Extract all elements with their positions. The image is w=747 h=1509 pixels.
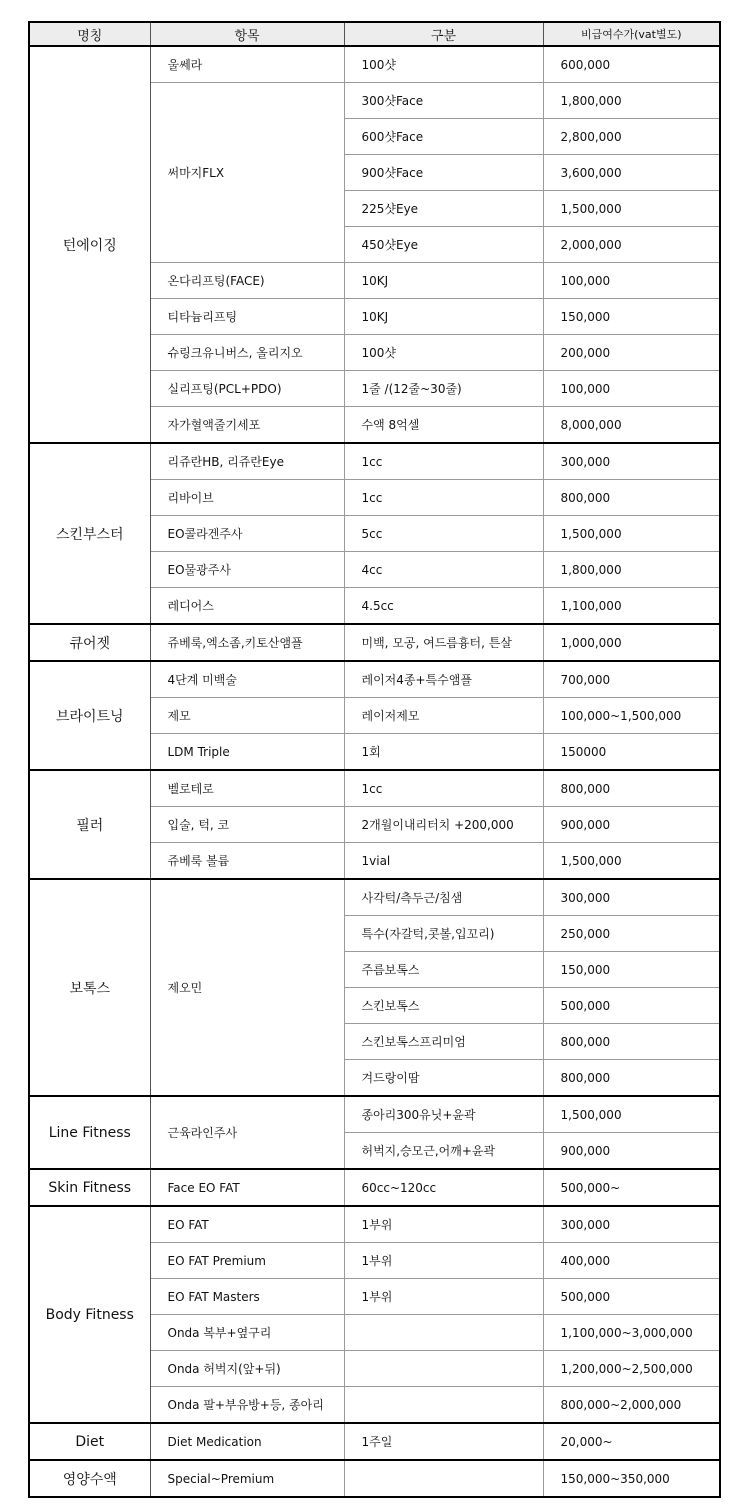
category-cell: 필러 bbox=[29, 770, 150, 879]
item-cell: Special~Premium bbox=[150, 1460, 344, 1497]
type-cell: 수액 8억셀 bbox=[344, 407, 543, 444]
item-cell: 입술, 턱, 코 bbox=[150, 807, 344, 843]
item-cell: 벨로테로 bbox=[150, 770, 344, 807]
item-cell: LDM Triple bbox=[150, 734, 344, 771]
type-cell bbox=[344, 1460, 543, 1497]
type-cell: 5cc bbox=[344, 516, 543, 552]
price-cell: 800,000 bbox=[543, 770, 720, 807]
item-cell: Face EO FAT bbox=[150, 1169, 344, 1206]
type-cell: 4cc bbox=[344, 552, 543, 588]
header-name: 명칭 bbox=[29, 22, 150, 46]
table-row bbox=[29, 1206, 720, 1243]
type-cell: 450샷Eye bbox=[344, 227, 543, 263]
price-cell: 3,600,000 bbox=[543, 155, 720, 191]
price-cell: 150,000 bbox=[543, 299, 720, 335]
table-row bbox=[29, 1096, 720, 1133]
item-cell: EO FAT Premium bbox=[150, 1243, 344, 1279]
price-cell: 600,000 bbox=[543, 46, 720, 83]
price-cell: 8,000,000 bbox=[543, 407, 720, 444]
price-cell: 150,000~350,000 bbox=[543, 1460, 720, 1497]
category-cell: 보톡스 bbox=[29, 879, 150, 1096]
price-cell: 1,500,000 bbox=[543, 191, 720, 227]
type-cell: 1cc bbox=[344, 480, 543, 516]
type-cell: 1vial bbox=[344, 843, 543, 880]
price-cell: 900,000 bbox=[543, 807, 720, 843]
price-cell: 2,800,000 bbox=[543, 119, 720, 155]
type-cell: 1cc bbox=[344, 443, 543, 480]
price-cell: 300,000 bbox=[543, 443, 720, 480]
price-cell: 1,100,000~3,000,000 bbox=[543, 1315, 720, 1351]
item-cell: 4단계 미백술 bbox=[150, 661, 344, 698]
table-row bbox=[29, 624, 720, 661]
type-cell: 100샷 bbox=[344, 335, 543, 371]
price-cell: 300,000 bbox=[543, 879, 720, 916]
header-item: 항목 bbox=[150, 22, 344, 46]
type-cell: 레이저제모 bbox=[344, 698, 543, 734]
item-cell: 근육라인주사 bbox=[150, 1096, 344, 1169]
price-cell: 20,000~ bbox=[543, 1423, 720, 1460]
price-cell: 700,000 bbox=[543, 661, 720, 698]
type-cell: 겨드랑이땀 bbox=[344, 1060, 543, 1097]
type-cell: 1cc bbox=[344, 770, 543, 807]
type-cell: 종아리300유닛+윤곽 bbox=[344, 1096, 543, 1133]
type-cell: 1주일 bbox=[344, 1423, 543, 1460]
price-cell: 1,500,000 bbox=[543, 1096, 720, 1133]
price-cell: 150,000 bbox=[543, 952, 720, 988]
item-cell: 리바이브 bbox=[150, 480, 344, 516]
header-type: 구분 bbox=[344, 22, 543, 46]
category-cell: 스킨부스터 bbox=[29, 443, 150, 624]
item-cell: Diet Medication bbox=[150, 1423, 344, 1460]
type-cell: 허벅지,승모근,어깨+윤곽 bbox=[344, 1133, 543, 1170]
table-row bbox=[29, 46, 720, 83]
category-cell: 큐어젯 bbox=[29, 624, 150, 661]
type-cell: 레이저4종+특수앰플 bbox=[344, 661, 543, 698]
header-row bbox=[29, 22, 720, 46]
item-cell: 슈링크유니버스, 올리지오 bbox=[150, 335, 344, 371]
item-cell: Onda 복부+옆구리 bbox=[150, 1315, 344, 1351]
type-cell: 미백, 모공, 여드름흉터, 튼살 bbox=[344, 624, 543, 661]
type-cell: 600샷Face bbox=[344, 119, 543, 155]
price-cell: 400,000 bbox=[543, 1243, 720, 1279]
item-cell: 리쥬란HB, 리쥬란Eye bbox=[150, 443, 344, 480]
item-cell: Onda 팔+부유방+등, 종아리 bbox=[150, 1387, 344, 1424]
type-cell: 60cc~120cc bbox=[344, 1169, 543, 1206]
type-cell: 주름보톡스 bbox=[344, 952, 543, 988]
table-body bbox=[29, 46, 720, 1497]
price-cell: 800,000 bbox=[543, 1060, 720, 1097]
type-cell: 2개월이내리터치 +200,000 bbox=[344, 807, 543, 843]
type-cell bbox=[344, 1387, 543, 1424]
item-cell: Onda 허벅지(앞+뒤) bbox=[150, 1351, 344, 1387]
price-cell: 250,000 bbox=[543, 916, 720, 952]
price-cell: 1,000,000 bbox=[543, 624, 720, 661]
category-cell: Line Fitness bbox=[29, 1096, 150, 1169]
item-cell: EO FAT Masters bbox=[150, 1279, 344, 1315]
price-cell: 500,000~ bbox=[543, 1169, 720, 1206]
price-cell: 2,000,000 bbox=[543, 227, 720, 263]
price-cell: 1,800,000 bbox=[543, 83, 720, 119]
table-row bbox=[29, 1169, 720, 1206]
header-price: 비급여수가(vat별도) bbox=[543, 22, 720, 46]
item-cell: 쥬베룩,엑소좀,키토산앰플 bbox=[150, 624, 344, 661]
table-row bbox=[29, 879, 720, 916]
category-cell: 영양수액 bbox=[29, 1460, 150, 1497]
type-cell: 사각턱/측두근/침샘 bbox=[344, 879, 543, 916]
item-cell: EO FAT bbox=[150, 1206, 344, 1243]
type-cell: 225샷Eye bbox=[344, 191, 543, 227]
price-cell: 200,000 bbox=[543, 335, 720, 371]
item-cell: 레디어스 bbox=[150, 588, 344, 625]
price-table bbox=[28, 21, 721, 1498]
type-cell: 1부위 bbox=[344, 1279, 543, 1315]
type-cell: 10KJ bbox=[344, 263, 543, 299]
price-cell: 800,000 bbox=[543, 1024, 720, 1060]
item-cell: 실리프팅(PCL+PDO) bbox=[150, 371, 344, 407]
type-cell bbox=[344, 1315, 543, 1351]
price-cell: 1,100,000 bbox=[543, 588, 720, 625]
item-cell: 자가혈액줄기세포 bbox=[150, 407, 344, 444]
type-cell: 10KJ bbox=[344, 299, 543, 335]
type-cell: 1줄 /(12줄~30줄) bbox=[344, 371, 543, 407]
type-cell: 300샷Face bbox=[344, 83, 543, 119]
category-cell: 턴에이징 bbox=[29, 46, 150, 443]
category-cell: 브라이트닝 bbox=[29, 661, 150, 770]
item-cell: 온다리프팅(FACE) bbox=[150, 263, 344, 299]
item-cell: 쥬베룩 볼륨 bbox=[150, 843, 344, 880]
item-cell: EO콜라겐주사 bbox=[150, 516, 344, 552]
type-cell: 1회 bbox=[344, 734, 543, 771]
price-cell: 1,500,000 bbox=[543, 516, 720, 552]
price-cell: 1,800,000 bbox=[543, 552, 720, 588]
price-cell: 800,000 bbox=[543, 480, 720, 516]
category-cell: Diet bbox=[29, 1423, 150, 1460]
category-cell: Body Fitness bbox=[29, 1206, 150, 1423]
price-cell: 150000 bbox=[543, 734, 720, 771]
item-cell: 울쎄라 bbox=[150, 46, 344, 83]
type-cell: 1부위 bbox=[344, 1243, 543, 1279]
type-cell: 900샷Face bbox=[344, 155, 543, 191]
item-cell: 티타늄리프팅 bbox=[150, 299, 344, 335]
price-cell: 500,000 bbox=[543, 988, 720, 1024]
type-cell bbox=[344, 1351, 543, 1387]
price-cell: 1,200,000~2,500,000 bbox=[543, 1351, 720, 1387]
type-cell: 스킨보톡스 bbox=[344, 988, 543, 1024]
price-cell: 800,000~2,000,000 bbox=[543, 1387, 720, 1424]
type-cell: 100샷 bbox=[344, 46, 543, 83]
table-header bbox=[29, 22, 720, 46]
type-cell: 특수(자갈턱,콧볼,입꼬리) bbox=[344, 916, 543, 952]
item-cell: 제오민 bbox=[150, 879, 344, 1096]
type-cell: 스킨보톡스프리미엄 bbox=[344, 1024, 543, 1060]
price-cell: 900,000 bbox=[543, 1133, 720, 1170]
price-cell: 1,500,000 bbox=[543, 843, 720, 880]
table-row bbox=[29, 443, 720, 480]
item-cell: 제모 bbox=[150, 698, 344, 734]
price-cell: 100,000~1,500,000 bbox=[543, 698, 720, 734]
item-cell: EO물광주사 bbox=[150, 552, 344, 588]
type-cell: 4.5cc bbox=[344, 588, 543, 625]
table-row bbox=[29, 770, 720, 807]
item-cell: 써마지FLX bbox=[150, 83, 344, 263]
price-cell: 100,000 bbox=[543, 371, 720, 407]
table-row bbox=[29, 661, 720, 698]
price-cell: 100,000 bbox=[543, 263, 720, 299]
type-cell: 1부위 bbox=[344, 1206, 543, 1243]
price-cell: 500,000 bbox=[543, 1279, 720, 1315]
table-row bbox=[29, 1460, 720, 1497]
category-cell: Skin Fitness bbox=[29, 1169, 150, 1206]
table-row bbox=[29, 1423, 720, 1460]
price-cell: 300,000 bbox=[543, 1206, 720, 1243]
